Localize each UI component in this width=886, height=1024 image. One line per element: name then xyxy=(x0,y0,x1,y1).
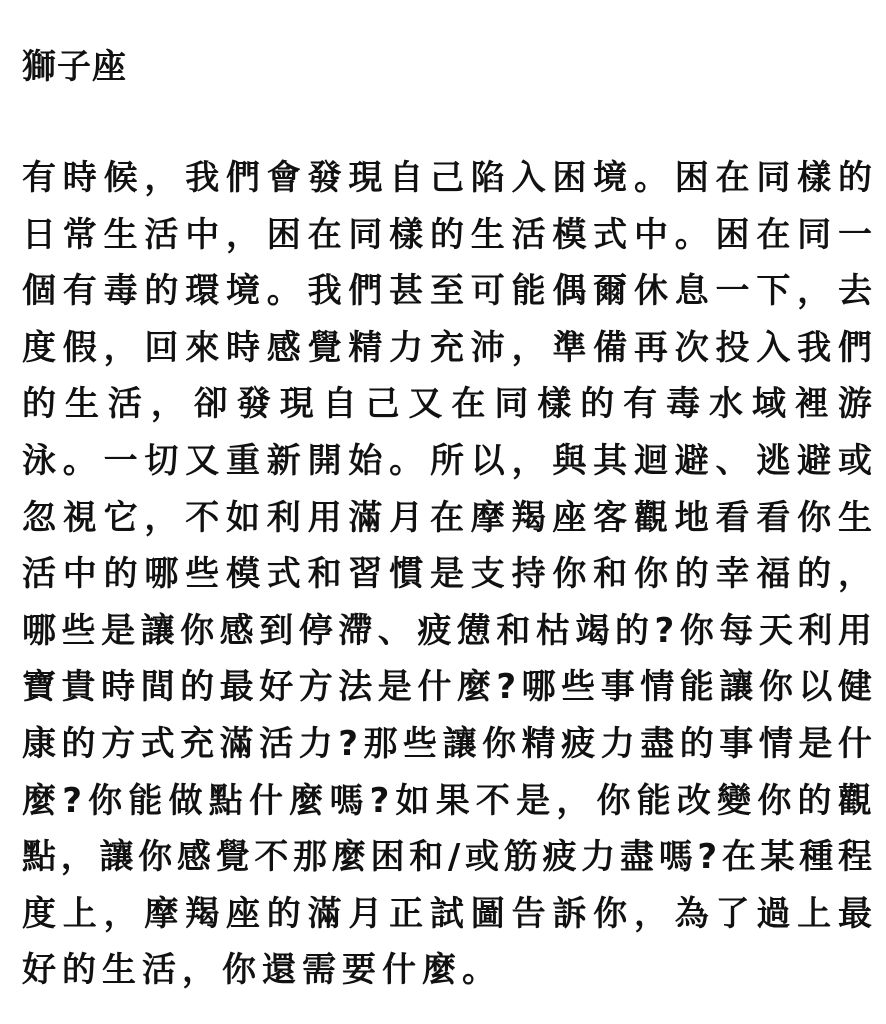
body-line: 寶 貴 時 間 的 最 好 方 法 是 什 麼 ? 哪 些 事 情 能 讓 你 以 健 xyxy=(22,667,872,708)
document-body xyxy=(22,150,872,999)
body-line: 個 有 毒 的 環 境 。 我 們 甚 至 可 能 偶 爾 休 息 一 下 ， 去 xyxy=(22,271,872,312)
body-line: 度 上 ， 摩 羯 座 的 滿 月 正 試 圖 告 訴 你 ， 為 了 過 上 最 xyxy=(22,893,872,934)
body-line: 有 時 候 ， 我 們 會 發 現 自 己 陷 入 困 境 。 困 在 同 樣 的 xyxy=(22,158,872,198)
body-line: 泳 。 一 切 又 重 新 開 始 。 所 以 ， 與 其 迴 避 、 逃 避 或 xyxy=(22,440,872,481)
body-line: 的 生 活 ， 卻 發 現 自 己 又 在 同 樣 的 有 毒 水 域 裡 游 xyxy=(22,384,872,425)
body-line: 點 ， 讓 你 感 覺 不 那 麼 困 和 / 或 筋 疲 力 盡 嗎 ? 在 某 種 程 xyxy=(22,837,872,878)
body-line: 度 假 ， 回 來 時 感 覺 精 力 充 沛 ， 準 備 再 次 投 入 我 們 xyxy=(22,327,872,368)
body-line: 麼 ? 你 能 做 點 什 麼 嗎 ? 如 果 不 是 ， 你 能 改 變 你 的 觀 xyxy=(22,780,872,821)
body-line: 活 中 的 哪 些 模 式 和 習 慣 是 支 持 你 和 你 的 幸 福 的 ， xyxy=(22,554,872,595)
body-line: 日 常 生 活 中 ， 困 在 同 樣 的 生 活 模 式 中 。 困 在 同 一 xyxy=(22,214,872,255)
body-line: 康 的 方 式 充 滿 活 力 ? 那 些 讓 你 精 疲 力 盡 的 事 情 是 什 xyxy=(22,723,872,764)
document-title: 獅子座 xyxy=(22,47,127,87)
body-line: 哪 些 是 讓 你 感 到 停 滯 、 疲 憊 和 枯 竭 的 ? 你 每 天 利 用 xyxy=(22,610,872,651)
body-line: 好的生活，你還需要什麼。 xyxy=(22,950,502,991)
body-line: 忽 視 它 ， 不 如 利 用 滿 月 在 摩 羯 座 客 觀 地 看 看 你 生 xyxy=(22,497,872,538)
